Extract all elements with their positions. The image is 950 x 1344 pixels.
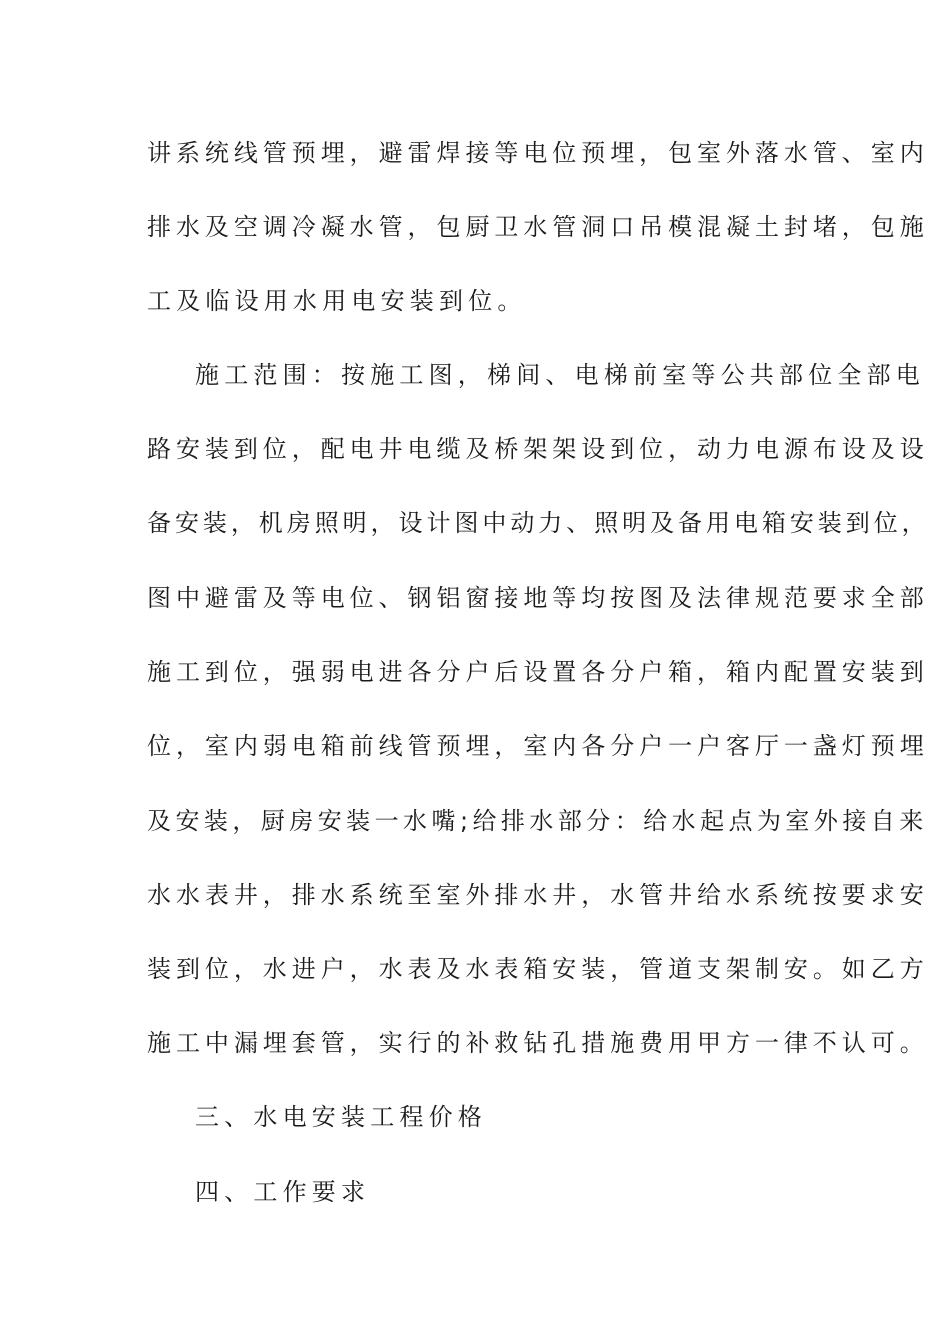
text-line: 位，室内弱电箱前线管预埋，室内各分户一户客厅一盏灯预埋: [147, 732, 929, 760]
section-heading-requirements: 四、工作要求: [195, 1178, 371, 1206]
text-line: 图中避雷及等电位、钢铝窗接地等均按图及法律规范要求全部: [147, 584, 929, 612]
text-line: 工及临设用水用电安装到位。: [147, 287, 527, 315]
text-line: 施工到位，强弱电进各分户后设置各分户箱，箱内配置安装到: [147, 658, 929, 686]
text-line: 路安装到位，配电井电缆及桥架架设到位，动力电源布设及设: [147, 435, 929, 463]
text-line: 备安装，机房照明，设计图中动力、照明及备用电箱安装到位，: [147, 509, 930, 537]
text-line: 施工中漏埋套管，实行的补救钻孔措施费用甲方一律不认可。: [147, 1029, 929, 1057]
section-heading-price: 三、水电安装工程价格: [195, 1103, 487, 1131]
text-line: 水水表井，排水系统至室外排水井，水管井给水系统按要求安: [147, 881, 929, 909]
text-line: 及安装，厨房安装一水嘴;给排水部分：给水起点为室外接自来: [147, 807, 928, 835]
text-line: 排水及空调冷凝水管，包厨卫水管洞口吊模混凝土封堵，包施: [147, 213, 929, 241]
text-line: 讲系统线管预埋，避雷焊接等电位预埋，包室外落水管、室内: [147, 139, 929, 167]
paragraph-start: 施工范围：按施工图，梯间、电梯前室等公共部位全部电: [195, 361, 925, 389]
text-line: 装到位，水进户，水表及水表箱安装，管道支架制安。如乙方: [147, 955, 929, 983]
